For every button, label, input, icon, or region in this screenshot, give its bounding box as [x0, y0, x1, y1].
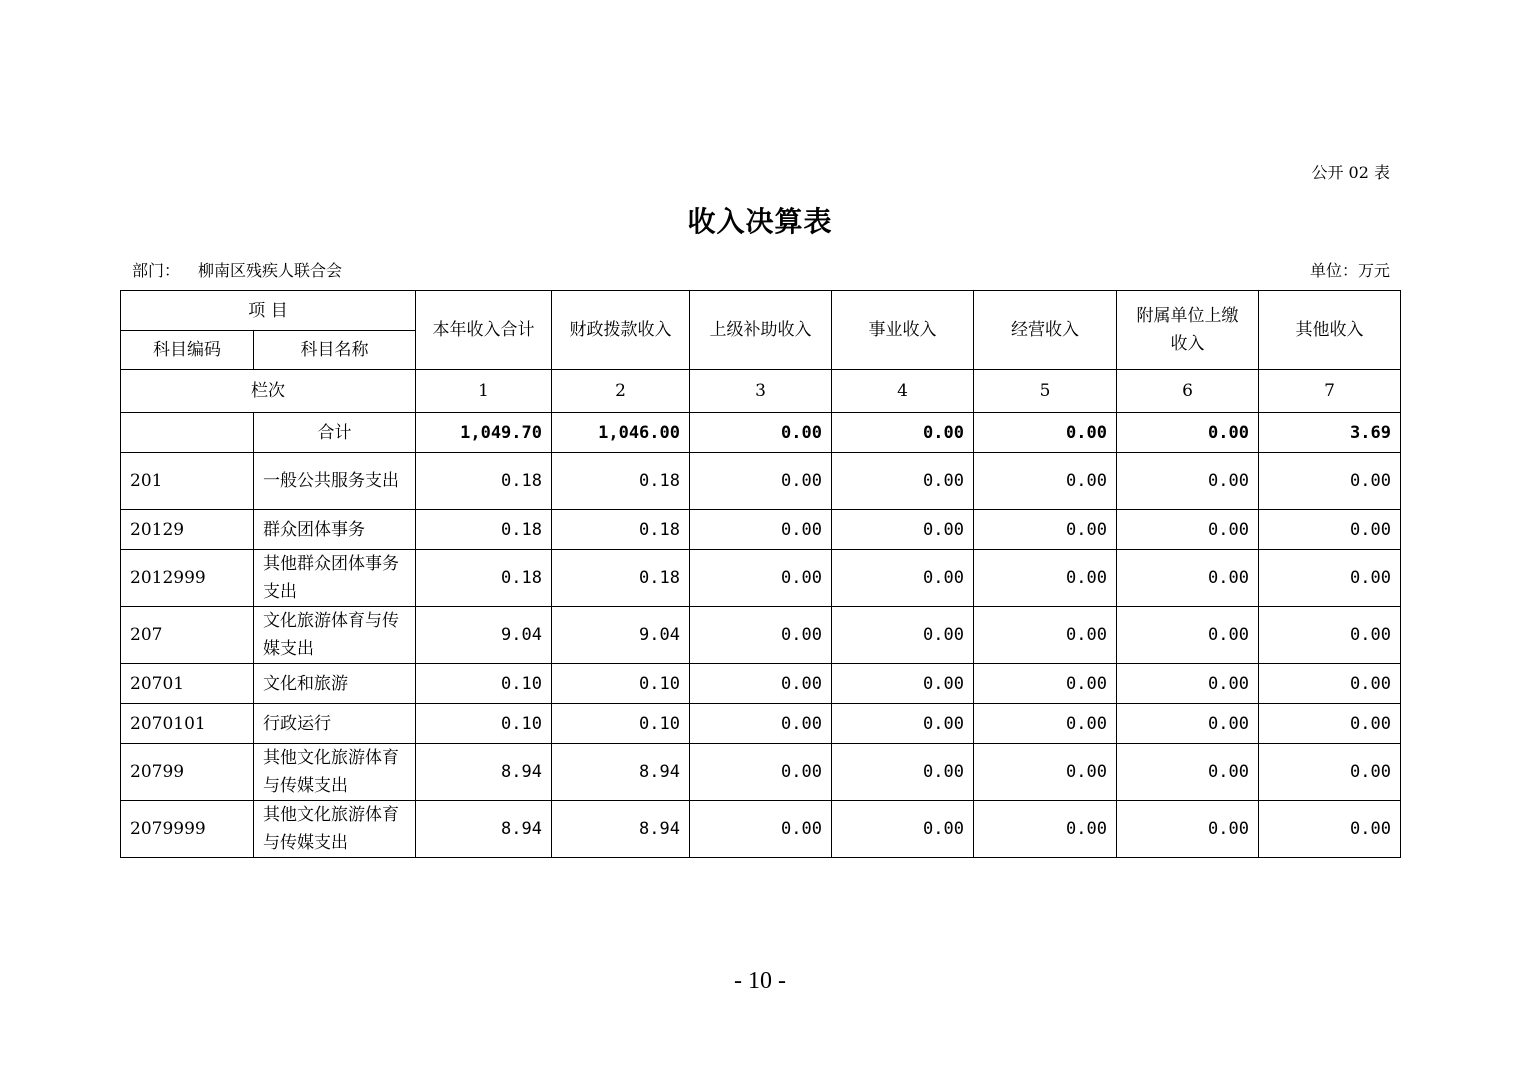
amount-cell: 0.00: [1259, 607, 1401, 664]
amount-cell: 0.00: [974, 704, 1117, 744]
amount-cell: 0.00: [974, 550, 1117, 607]
amount-cell: 0.10: [416, 704, 552, 744]
header-row-1: [121, 291, 1401, 331]
header-subject-name: 科目名称: [254, 331, 416, 370]
amount-cell: 0.10: [552, 664, 690, 704]
header-col-6-label-line1: 附属单位上缴: [1136, 306, 1239, 326]
department-info: [132, 258, 342, 281]
amount-cell: 0.00: [832, 453, 974, 510]
amount-cell: 0.00: [1259, 664, 1401, 704]
header-col-5: [974, 291, 1117, 370]
amount-cell: 0.18: [416, 510, 552, 550]
amount-cell: 0.00: [1259, 453, 1401, 510]
column-index: 4: [832, 370, 974, 413]
column-index: 1: [416, 370, 552, 413]
column-index: 2: [552, 370, 690, 413]
subject-name: 行政运行: [254, 704, 416, 744]
header-subject-code: 科目编码: [121, 331, 254, 370]
column-index: 7: [1259, 370, 1401, 413]
amount-cell: 0.00: [1259, 744, 1401, 801]
header-col-3: [690, 291, 832, 370]
amount-cell: 0.00: [974, 607, 1117, 664]
subject-name: 其他文化旅游体育与传媒支出: [254, 801, 416, 858]
subject-code: 20701: [121, 664, 254, 704]
amount-cell: 0.00: [690, 744, 832, 801]
amount-cell: 0.00: [832, 550, 974, 607]
total-value: 0.00: [1117, 413, 1259, 453]
header-col-1-label: 本年收入合计: [432, 320, 535, 340]
subject-code: 20129: [121, 510, 254, 550]
amount-cell: 0.00: [1259, 550, 1401, 607]
amount-cell: 0.00: [1117, 704, 1259, 744]
header-col-4: [832, 291, 974, 370]
total-value: 1,049.70: [416, 413, 552, 453]
amount-cell: 0.00: [832, 744, 974, 801]
department-label: 部门：: [132, 261, 181, 280]
unit-label: 单位：万元: [1309, 261, 1390, 280]
amount-cell: 0.18: [416, 550, 552, 607]
amount-cell: 0.00: [832, 607, 974, 664]
subject-code: 20799: [121, 744, 254, 801]
amount-cell: 0.18: [416, 453, 552, 510]
amount-cell: 0.10: [416, 664, 552, 704]
header-col-1: [416, 291, 552, 370]
subject-name: 文化旅游体育与传媒支出: [254, 607, 416, 664]
header-col-5-label: 经营收入: [1011, 320, 1079, 340]
amount-cell: 0.00: [690, 704, 832, 744]
total-value: 0.00: [832, 413, 974, 453]
subject-name: 文化和旅游: [254, 664, 416, 704]
amount-cell: 0.00: [974, 801, 1117, 858]
subject-code: 201: [121, 453, 254, 510]
total-row: [121, 413, 1401, 453]
column-index-label: 栏次: [121, 370, 416, 413]
total-code: [121, 413, 254, 453]
amount-cell: 0.00: [974, 744, 1117, 801]
total-value: 0.00: [690, 413, 832, 453]
amount-cell: 9.04: [552, 607, 690, 664]
amount-cell: 0.10: [552, 704, 690, 744]
amount-cell: 0.00: [690, 510, 832, 550]
amount-cell: 0.00: [1117, 453, 1259, 510]
table-row: [121, 510, 1401, 550]
table-row: [121, 744, 1401, 801]
amount-cell: 0.00: [1259, 801, 1401, 858]
table-row: [121, 550, 1401, 607]
form-number: 公开 02 表: [1311, 163, 1390, 182]
department-row: [132, 258, 1390, 281]
header-item-label: 项 目: [248, 300, 288, 321]
header-col-2-label: 财政拨款收入: [569, 320, 672, 340]
amount-cell: 0.00: [832, 510, 974, 550]
column-index-row: [121, 370, 1401, 413]
subject-code: 2012999: [121, 550, 254, 607]
amount-cell: 0.18: [552, 453, 690, 510]
header-col-6: [1117, 291, 1259, 370]
amount-cell: 0.00: [1117, 664, 1259, 704]
subject-name: 其他群众团体事务支出: [254, 550, 416, 607]
table-row: [121, 801, 1401, 858]
table-row: [121, 664, 1401, 704]
amount-cell: 0.00: [1259, 510, 1401, 550]
page-title: 收入决算表: [687, 205, 833, 238]
amount-cell: 0.00: [690, 453, 832, 510]
amount-cell: 9.04: [416, 607, 552, 664]
amount-cell: 0.00: [690, 801, 832, 858]
department-name: 柳南区残疾人联合会: [198, 261, 343, 280]
subject-name: 一般公共服务支出: [254, 453, 416, 510]
total-value: 3.69: [1259, 413, 1401, 453]
column-index: 3: [690, 370, 832, 413]
total-value: 1,046.00: [552, 413, 690, 453]
amount-cell: 8.94: [552, 744, 690, 801]
amount-cell: 0.00: [690, 607, 832, 664]
amount-cell: 0.18: [552, 510, 690, 550]
amount-cell: 0.18: [552, 550, 690, 607]
table-row: [121, 453, 1401, 510]
amount-cell: 0.00: [1117, 744, 1259, 801]
amount-cell: 0.00: [690, 550, 832, 607]
amount-cell: 8.94: [552, 801, 690, 858]
table-row: [121, 704, 1401, 744]
header-col-7-label: 其他收入: [1295, 320, 1364, 340]
column-index: 5: [974, 370, 1117, 413]
column-index: 6: [1117, 370, 1259, 413]
header-item: [121, 291, 416, 331]
table-row: [121, 607, 1401, 664]
amount-cell: 0.00: [1117, 607, 1259, 664]
subject-code: 207: [121, 607, 254, 664]
total-name: 合计: [254, 413, 416, 453]
header-col-4-label: 事业收入: [868, 320, 937, 340]
amount-cell: 0.00: [832, 664, 974, 704]
subject-name: 其他文化旅游体育与传媒支出: [254, 744, 416, 801]
total-value: 0.00: [974, 413, 1117, 453]
header-col-3-label: 上级补助收入: [709, 320, 812, 340]
amount-cell: 0.00: [1117, 550, 1259, 607]
amount-cell: 0.00: [974, 664, 1117, 704]
amount-cell: 0.00: [1117, 510, 1259, 550]
income-table: [120, 290, 1401, 858]
subject-code: 2070101: [121, 704, 254, 744]
amount-cell: 0.00: [1117, 801, 1259, 858]
amount-cell: 0.00: [690, 664, 832, 704]
header-col-6-label-line2: 收入: [1170, 334, 1205, 354]
page-number: - 10 -: [734, 968, 786, 994]
header-col-7: [1259, 291, 1401, 370]
amount-cell: 0.00: [832, 801, 974, 858]
amount-cell: 0.00: [1259, 704, 1401, 744]
amount-cell: 0.00: [832, 704, 974, 744]
amount-cell: 8.94: [416, 801, 552, 858]
amount-cell: 0.00: [974, 453, 1117, 510]
amount-cell: 0.00: [974, 510, 1117, 550]
subject-code: 2079999: [121, 801, 254, 858]
header-col-2: [552, 291, 690, 370]
subject-name: 群众团体事务: [254, 510, 416, 550]
amount-cell: 8.94: [416, 744, 552, 801]
